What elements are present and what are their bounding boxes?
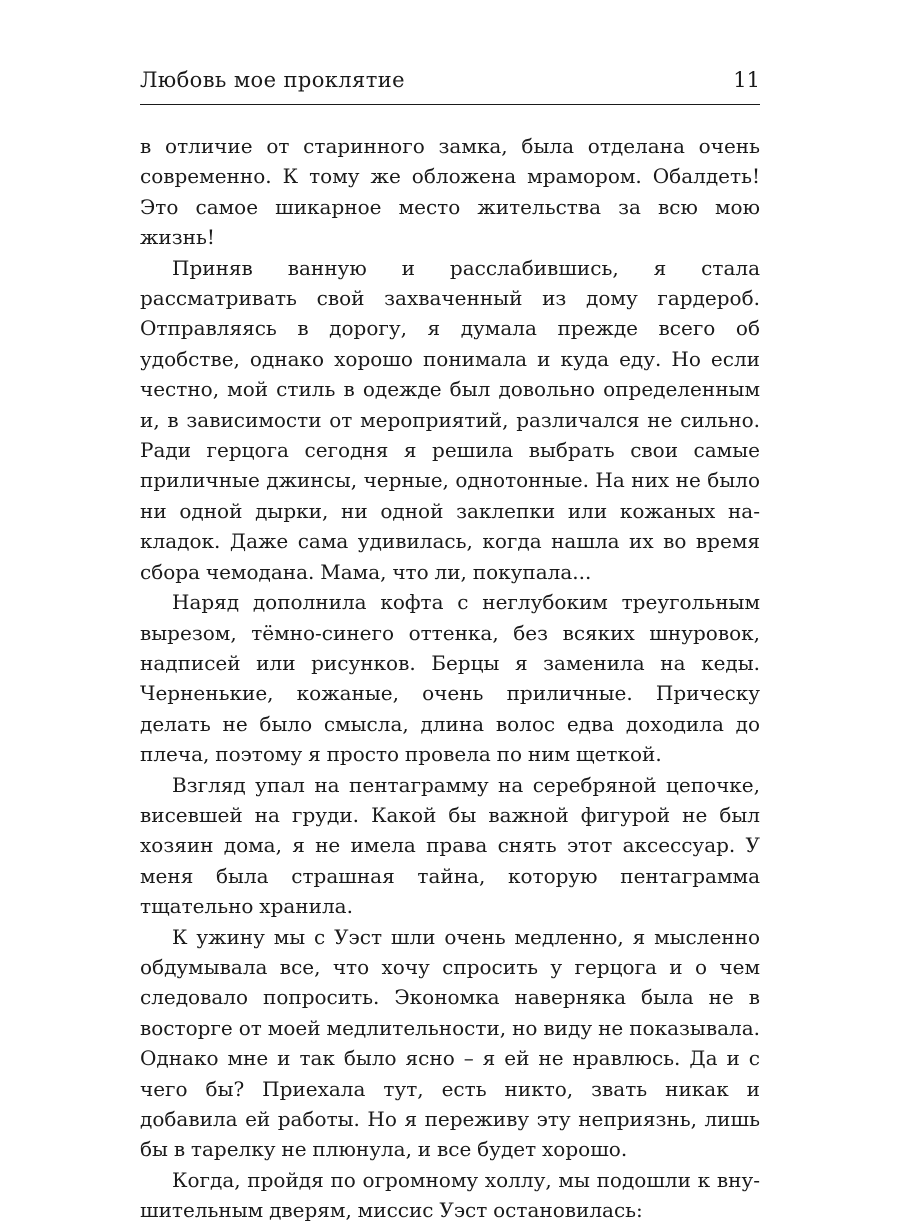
body-text [140, 131, 760, 1226]
book-page [140, 60, 760, 1226]
paragraph-continuation: в отличие от старинного замка, была отделана очень современно. К тому же обложена мрамором. Обалдеть! Это самое шикарное место жительства за всю мою жизнь! [140, 134, 760, 250]
paragraph: Приняв ванную и расслабившись, я стала рассматривать свой захваченный из дому гардероб. Отправляясь в дорогу, я думала прежде всего об удобстве, однако хорошо понимала и куда еду. Но если честно, мой стиль в одежде был довольно определенным и, в зависимости от мероприятий, различался не сильно. Ради герцога сегодня я решила выбрать свои самые приличные джинсы, черные, однотонные. На них не было ни одной дырки, ни одной заклепки или кожаных накладок. Даже сама удивилась, когда нашла их во время сбора чемодана. Мама, что ли, покупала... [140, 255, 760, 584]
running-header [140, 60, 760, 105]
paragraph: Наряд дополнила кофта с неглубоким треугольным вырезом, тёмно-синего оттенка, без всяких шнуровок, надписей или рисунков. Берцы я заменила на кеды. Черненькие, кожаные, очень приличные. Прическу делать не было смысла, длина волос едва доходила до плеча, поэтому я просто провела по ним щеткой. [140, 590, 760, 767]
page-number: 11 [733, 68, 760, 92]
paragraph: К ужину мы с Уэст шли очень медленно, я мысленно обдумывала все, что хочу спросить у герцога и о чем следовало попросить. Экономка наверняка была не в восторге от моей медлительности, но виду не показывала. Однако мне и так было ясно – я ей не нравлюсь. Да и с чего бы? Приехала тут, есть никто, звать никак и добавила ей работы. Но я переживу эту неприязнь, лишь бы в тарелку не плюнула, и все будет хорошо. [140, 924, 760, 1162]
book-title: Любовь мое проклятие [140, 68, 405, 92]
paragraph: Когда, пройдя по огромному холлу, мы подошли к внушительным дверям, миссис Уэст остановилась: [140, 1167, 760, 1223]
paragraph: Взгляд упал на пентаграмму на серебряной цепочке, висевшей на груди. Какой бы важной фигурой не был хозяин дома, я не имела права снять этот аксессуар. У меня была страшная тайна, которую пентаграмма тщательно хранила. [140, 772, 760, 919]
